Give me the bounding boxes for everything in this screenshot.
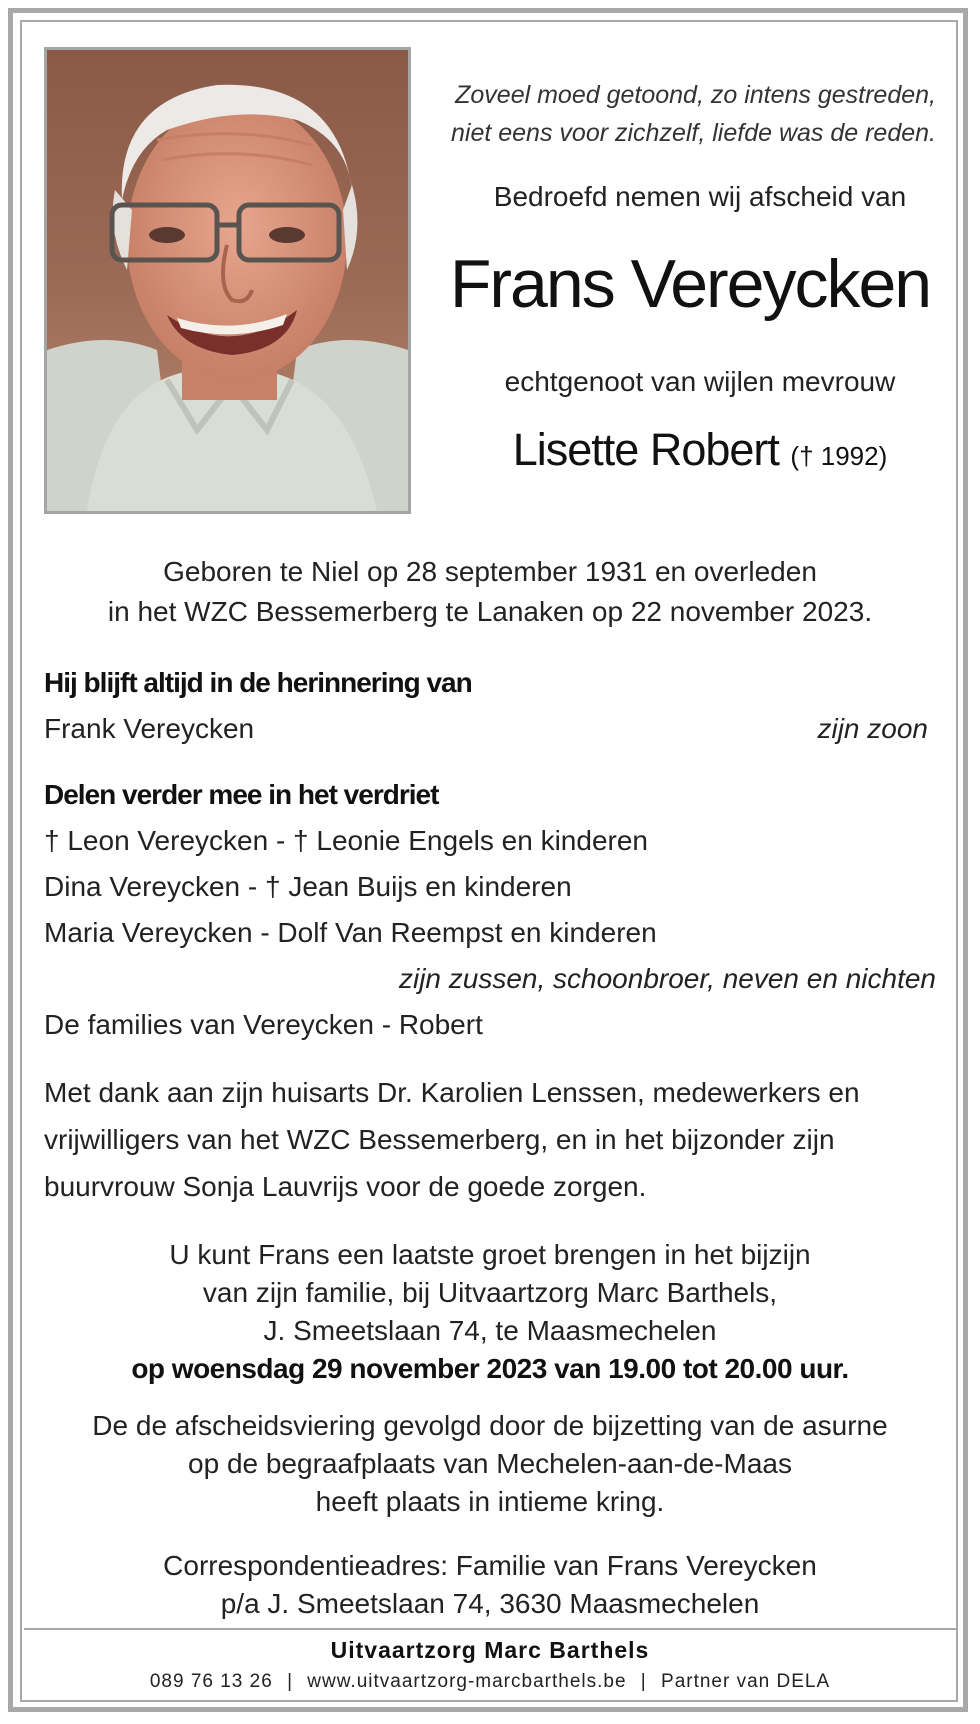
remembrance-person: Frank Vereycken xyxy=(44,713,255,744)
grief-line: † Leon Vereycken - † Leonie Engels en kinderen xyxy=(44,825,648,856)
visit-when: op woensdag 29 november 2023 van 19.00 tot 20.00 uur. xyxy=(131,1353,849,1384)
footer-website-link[interactable]: www.uitvaartzorg-marcbarthels.be xyxy=(307,1671,627,1692)
visit-line: J. Smeetslaan 74, te Maasmechelen xyxy=(263,1315,717,1346)
grief-line: Maria Vereycken - Dolf Van Reempst en kinderen xyxy=(44,917,657,948)
remembrance-heading: Hij blijft altijd in de herinnering van xyxy=(44,667,472,698)
footer-separator: | xyxy=(287,1671,294,1692)
thanks-text xyxy=(44,1069,936,1210)
ceremony-line: heeft plaats in intieme kring. xyxy=(315,1486,665,1517)
portrait-photo xyxy=(44,47,411,514)
footer-separator: | xyxy=(640,1671,647,1692)
ceremony-line: op de begraafplaats van Mechelen-aan-de-Maas xyxy=(188,1448,792,1479)
born-line: in het WZC Bessemerberg te Lanaken op 22 november 2023. xyxy=(107,596,873,627)
grief-heading: Delen verder mee in het verdriet xyxy=(44,779,439,810)
visit-info xyxy=(30,1236,950,1388)
spouse-name-line xyxy=(440,424,960,476)
thanks-line: vrijwilligers van het WZC Bessemerberg, en in het bijzonder zijn xyxy=(44,1124,835,1155)
deceased-name: Frans Vereycken xyxy=(449,246,931,322)
spouse-death-note: († 1992) xyxy=(790,441,888,471)
grief-role: zijn zussen, schoonbroer, neven en nichten xyxy=(398,963,936,994)
visit-line: van zijn familie, bij Uitvaartzorg Marc Barthels, xyxy=(202,1277,778,1308)
visit-line: U kunt Frans een laatste groet brengen in het bijzijn xyxy=(169,1239,811,1270)
thanks-line: buurvrouw Sonja Lauvrijs voor de goede zorgen. xyxy=(44,1171,647,1202)
ceremony-line: De de afscheidsviering gevolgd door de bijzetting van de asurne xyxy=(92,1410,888,1441)
spouse-name: Lisette Robert xyxy=(512,424,779,475)
poem-line: niet eens voor zichzelf, liefde was de reden. xyxy=(451,119,936,147)
grief-line: Dina Vereycken - † Jean Buijs en kinderen xyxy=(44,871,572,902)
thanks-line: Met dank aan zijn huisarts Dr. Karolien Lenssen, medewerkers en xyxy=(44,1077,860,1108)
grief-section xyxy=(44,772,936,1048)
footer-partner: Partner van DELA xyxy=(661,1671,831,1692)
ceremony-info xyxy=(30,1407,950,1521)
remembrance-section xyxy=(44,660,936,752)
footer-divider xyxy=(24,1628,956,1630)
footer-contact xyxy=(24,1671,956,1693)
portrait-illustration xyxy=(47,50,408,511)
birth-death-info xyxy=(44,552,936,632)
correspondence-info xyxy=(30,1547,950,1623)
remembrance-role: zijn zoon xyxy=(817,713,928,744)
correspondence-line: Correspondentieadres: Familie van Frans Vereycken xyxy=(163,1550,817,1581)
born-line: Geboren te Niel op 28 september 1931 en overleden xyxy=(163,556,817,587)
grief-families: De families van Vereycken - Robert xyxy=(44,1009,483,1040)
footer-phone: 089 76 13 26 xyxy=(149,1671,273,1692)
remembrance-row xyxy=(44,706,936,752)
poem xyxy=(416,76,936,152)
poem-line: Zoveel moed getoond, zo intens gestreden, xyxy=(455,81,936,109)
intro-text: Bedroefd nemen wij afscheid van xyxy=(493,181,907,212)
footer-company: Uitvaartzorg Marc Barthels xyxy=(330,1637,650,1663)
correspondence-line: p/a J. Smeetslaan 74, 3630 Maasmechelen xyxy=(220,1588,760,1619)
spouse-relation: echtgenoot van wijlen mevrouw xyxy=(504,366,896,397)
